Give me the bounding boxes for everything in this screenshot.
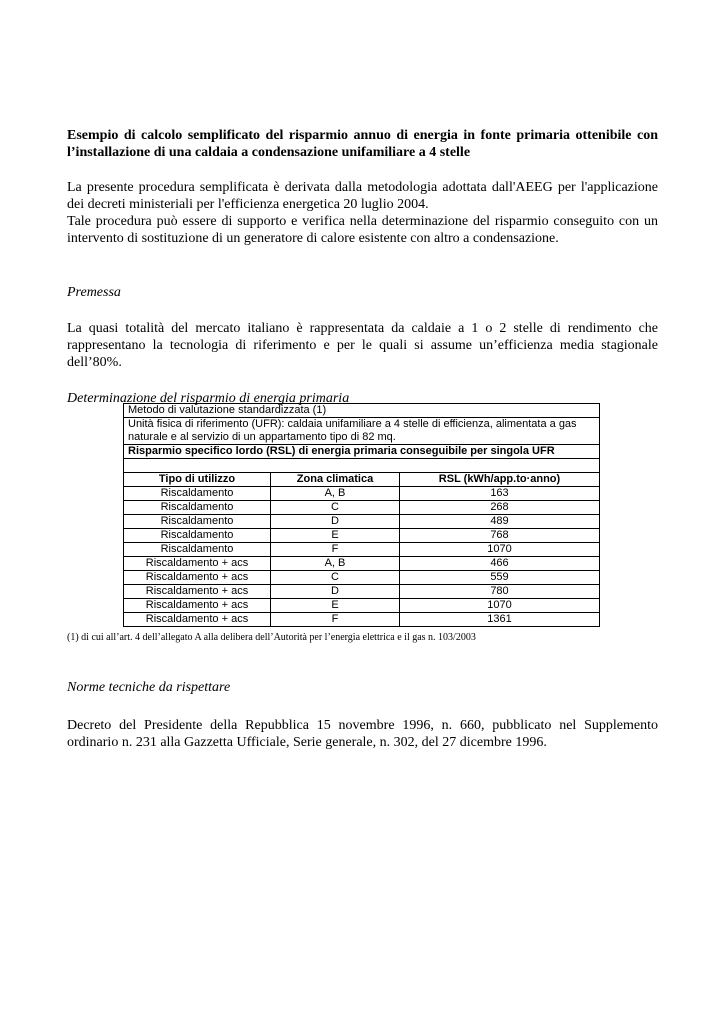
method-cell: Metodo di valutazione standardizzata (1) [124,404,600,418]
ufr-cell: Unità fisica di riferimento (UFR): caldaia unifamiliare a 4 stelle di efficienza, alimentata a gas naturale e al servizio di un appartamento tipo di 82 mq. [124,418,600,445]
cell-zona: E [271,529,400,543]
cell-rsl: 268 [400,501,600,515]
table-row [124,571,600,585]
intro-paragraph-1: La presente procedura semplificata è derivata dalla metodologia adottata dall'AEEG per l'applicazione dei decreti ministeriali per l'efficienza energetica 20 luglio 2004. [67,180,658,212]
cell-tipo: Riscaldamento + acs [124,571,271,585]
cell-zona: C [271,501,400,515]
table-row [124,599,600,613]
cell-tipo: Riscaldamento + acs [124,557,271,571]
spacer-row [124,459,600,473]
cell-rsl: 768 [400,529,600,543]
cell-zona: F [271,543,400,557]
cell-zona: E [271,599,400,613]
header-rsl: RSL (kWh/app.to·anno) [400,473,600,487]
cell-rsl: 1361 [400,613,600,627]
norme-heading: Norme tecniche da rispettare [67,680,231,695]
cell-tipo: Riscaldamento [124,501,271,515]
cell-tipo: Riscaldamento [124,487,271,501]
cell-tipo: Riscaldamento + acs [124,585,271,599]
cell-rsl: 1070 [400,543,600,557]
header-tipo: Tipo di utilizzo [124,473,271,487]
cell-rsl: 163 [400,487,600,501]
determinazione-heading: Determinazione del risparmio di energia primaria [67,391,350,406]
cell-rsl: 1070 [400,599,600,613]
norme-section [67,679,658,751]
cell-rsl: 466 [400,557,600,571]
cell-zona: A, B [271,557,400,571]
cell-tipo: Riscaldamento + acs [124,599,271,613]
cell-zona: F [271,613,400,627]
header-zona: Zona climatica [271,473,400,487]
table-row [124,585,600,599]
cell-tipo: Riscaldamento [124,543,271,557]
table-row [124,501,600,515]
intro-paragraph-2: Tale procedura può essere di supporto e verifica nella determinazione del risparmio conseguito con un intervento di sostituzione di un generatore di calore esistente con altro a condensazione. [67,214,658,246]
cell-tipo: Riscaldamento + acs [124,613,271,627]
table-row [124,557,600,571]
cell-zona: A, B [271,487,400,501]
cell-zona: C [271,571,400,585]
cell-zona: D [271,585,400,599]
rsl-table [123,403,600,627]
table-row [124,529,600,543]
premessa-heading: Premessa [67,285,121,300]
cell-rsl: 489 [400,515,600,529]
table-row [124,613,600,627]
norme-text: Decreto del Presidente della Repubblica 15 novembre 1996, n. 660, pubblicato nel Supplemento ordinario n. 231 alla Gazzetta Ufficiale, Serie generale, n. 302, del 27 dicembre 1996. [67,718,658,750]
table-row [124,487,600,501]
cell-tipo: Riscaldamento [124,515,271,529]
rsl-title-cell: Risparmio specifico lordo (RSL) di energia primaria conseguibile per singola UFR [124,445,600,459]
premessa-text: La quasi totalità del mercato italiano è rappresentata da caldaie a 1 o 2 stelle di rendimento che rappresentano la tecnologia di riferimento e per le quali si assume un’efficienza media stagionale dell’80%. [67,321,658,370]
cell-tipo: Riscaldamento [124,529,271,543]
table-row [124,515,600,529]
table-footnote: (1) di cui all’art. 4 dell’allegato A alla delibera dell’Autorità per l’energia elettrica e il gas n. 103/2003 [67,632,476,643]
document-title: Esempio di calcolo semplificato del risparmio annuo di energia in fonte primaria ottenibile con l’installazione di una caldaia a condensazione unifamiliare a 4 stelle [67,128,658,160]
cell-zona: D [271,515,400,529]
cell-rsl: 559 [400,571,600,585]
table-row [124,543,600,557]
cell-rsl: 780 [400,585,600,599]
table-header-row [124,473,600,487]
document-body [67,127,658,407]
